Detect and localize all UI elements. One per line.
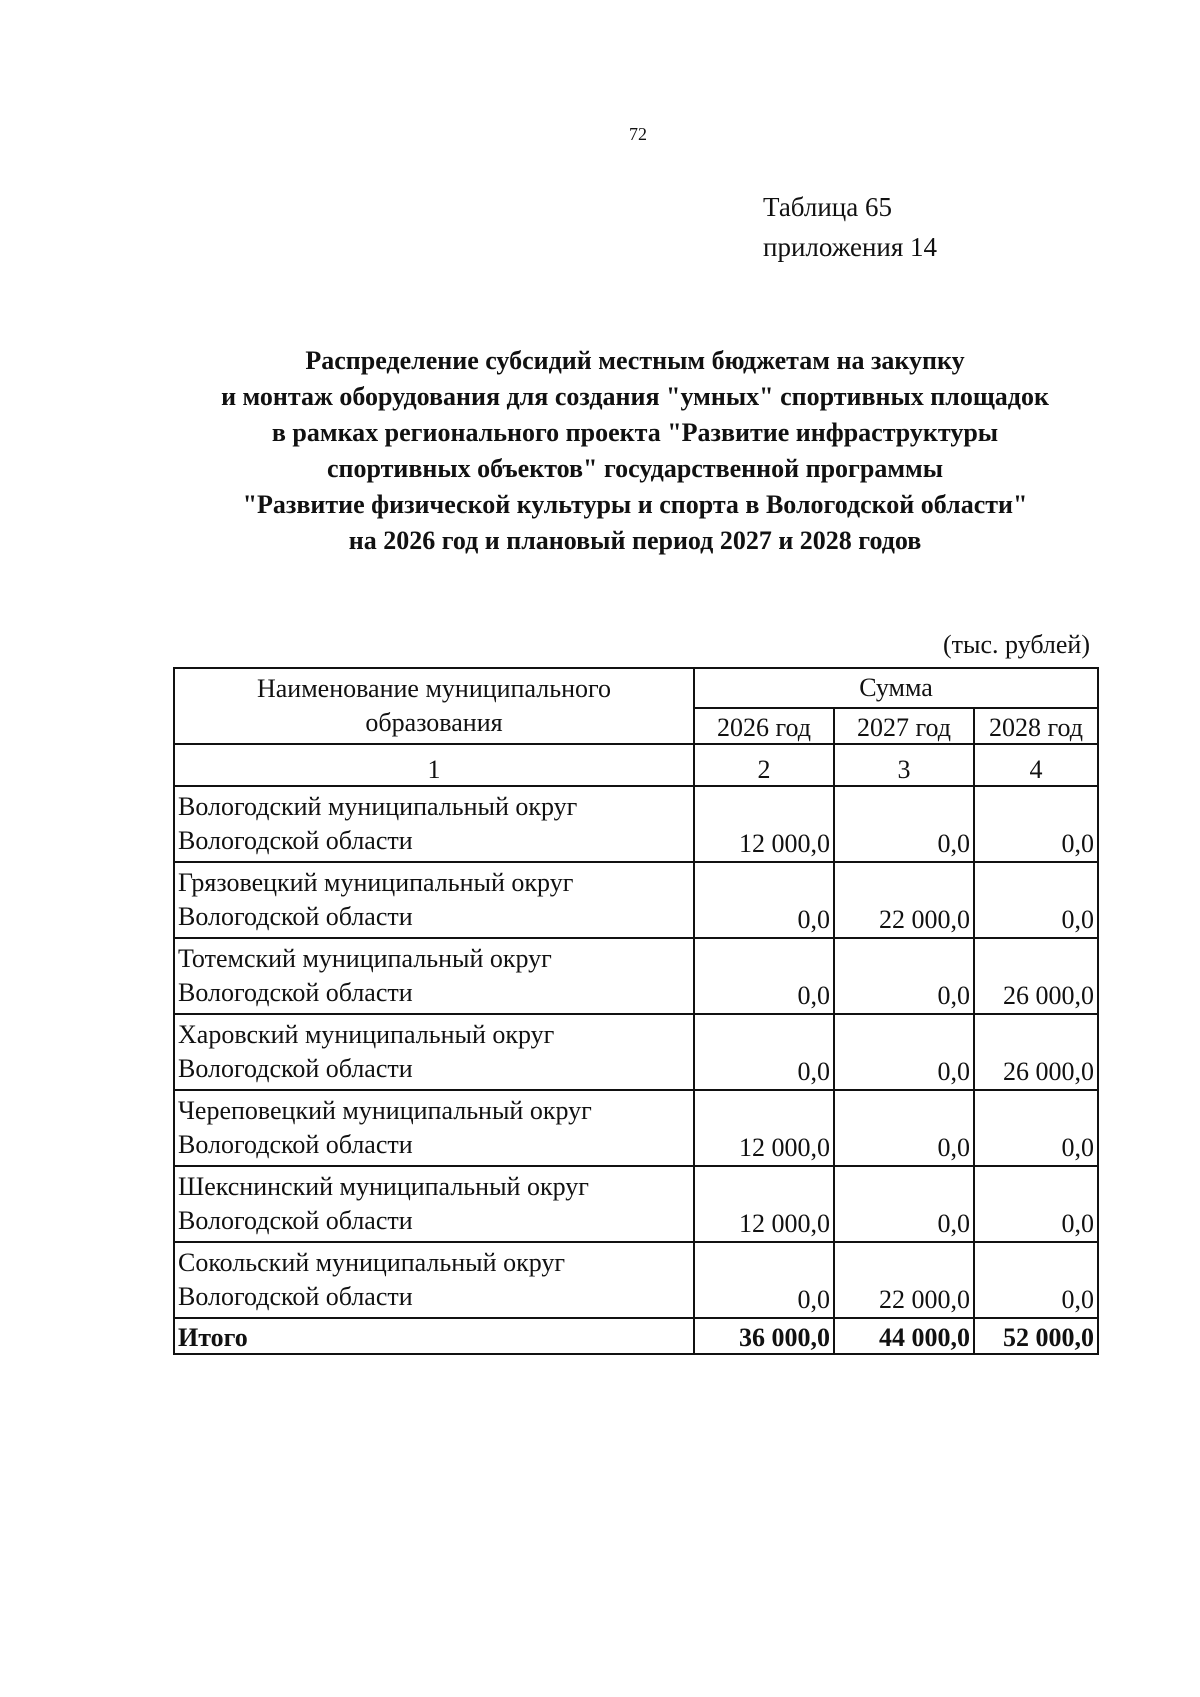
- value-2026: 0,0: [694, 1014, 834, 1090]
- header-name-cell: [174, 668, 694, 744]
- municipality-cell: [174, 1014, 694, 1090]
- table-row: [174, 1166, 1098, 1242]
- total-label: Итого: [174, 1318, 694, 1354]
- title-line: и монтаж оборудования для создания "умных" спортивных площадок: [221, 382, 1049, 411]
- municipality-name: Шекснинский муниципальный округ: [178, 1172, 589, 1201]
- total-2026: 36 000,0: [694, 1318, 834, 1354]
- region-name: Вологодской области: [178, 1206, 413, 1235]
- value-2028: 26 000,0: [974, 938, 1098, 1014]
- title-line: Распределение субсидий местным бюджетам на закупку: [305, 346, 965, 375]
- column-index: 4: [974, 744, 1098, 786]
- value-2026: 0,0: [694, 938, 834, 1014]
- column-index: 1: [174, 744, 694, 786]
- region-name: Вологодской области: [178, 826, 413, 855]
- title-line: на 2026 год и плановый период 2027 и 2028 годов: [348, 526, 922, 555]
- header-sum-cell: Сумма: [694, 668, 1098, 708]
- header-name-line2: образования: [365, 708, 503, 737]
- table-row: [174, 1090, 1098, 1166]
- table-row: [174, 862, 1098, 938]
- value-2028: 0,0: [974, 1166, 1098, 1242]
- table-row: [174, 786, 1098, 862]
- title-line: в рамках регионального проекта "Развитие инфраструктуры: [271, 418, 999, 447]
- region-name: Вологодской области: [178, 1054, 413, 1083]
- municipality-cell: [174, 1242, 694, 1318]
- value-2027: 0,0: [834, 1090, 974, 1166]
- units-label: (тыс. рублей): [942, 630, 1090, 659]
- municipality-cell: [174, 786, 694, 862]
- table-row: [174, 1242, 1098, 1318]
- region-name: Вологодской области: [178, 902, 413, 931]
- table-row: [174, 938, 1098, 1014]
- value-2028: 0,0: [974, 862, 1098, 938]
- municipality-name: Грязовецкий муниципальный округ: [178, 868, 574, 897]
- header-year-2028: 2028 год: [974, 708, 1098, 744]
- header-year-2027: 2027 год: [834, 708, 974, 744]
- subsidy-table: [173, 667, 1099, 1355]
- municipality-cell: [174, 938, 694, 1014]
- municipality-name: Череповецкий муниципальный округ: [178, 1096, 592, 1125]
- value-2026: 12 000,0: [694, 1090, 834, 1166]
- municipality-cell: [174, 1166, 694, 1242]
- municipality-name: Тотемский муниципальный округ: [178, 944, 552, 973]
- value-2027: 22 000,0: [834, 1242, 974, 1318]
- value-2028: 0,0: [974, 1242, 1098, 1318]
- municipality-cell: [174, 862, 694, 938]
- value-2027: 0,0: [834, 1166, 974, 1242]
- value-2028: 0,0: [974, 1090, 1098, 1166]
- region-name: Вологодской области: [178, 1130, 413, 1159]
- total-2028: 52 000,0: [974, 1318, 1098, 1354]
- municipality-cell: [174, 1090, 694, 1166]
- municipality-name: Вологодский муниципальный округ: [178, 792, 578, 821]
- header-year-2026: 2026 год: [694, 708, 834, 744]
- table-row: [174, 1014, 1098, 1090]
- total-2027: 44 000,0: [834, 1318, 974, 1354]
- page-number: 72: [629, 124, 647, 144]
- table-reference: [763, 187, 937, 267]
- header-name-line1: Наименование муниципального: [256, 674, 612, 703]
- value-2026: 0,0: [694, 862, 834, 938]
- title-line: "Развитие физической культуры и спорта в Вологодской области": [242, 490, 1028, 519]
- table-ref-line1: Таблица 65: [763, 192, 892, 222]
- column-index: 2: [694, 744, 834, 786]
- municipality-name: Харовский муниципальный округ: [178, 1020, 555, 1049]
- document-title: [140, 343, 1130, 559]
- title-line: спортивных объектов" государственной программы: [326, 454, 944, 483]
- region-name: Вологодской области: [178, 978, 413, 1007]
- value-2028: 0,0: [974, 786, 1098, 862]
- column-index: 3: [834, 744, 974, 786]
- region-name: Вологодской области: [178, 1282, 413, 1311]
- value-2026: 0,0: [694, 1242, 834, 1318]
- value-2027: 0,0: [834, 786, 974, 862]
- value-2026: 12 000,0: [694, 1166, 834, 1242]
- value-2026: 12 000,0: [694, 786, 834, 862]
- value-2027: 22 000,0: [834, 862, 974, 938]
- table-ref-line2: приложения 14: [763, 232, 938, 262]
- value-2027: 0,0: [834, 1014, 974, 1090]
- municipality-name: Сокольский муниципальный округ: [178, 1248, 566, 1277]
- column-index-row: [174, 744, 1098, 786]
- header-row: [174, 668, 1098, 708]
- total-row: [174, 1318, 1098, 1354]
- value-2027: 0,0: [834, 938, 974, 1014]
- value-2028: 26 000,0: [974, 1014, 1098, 1090]
